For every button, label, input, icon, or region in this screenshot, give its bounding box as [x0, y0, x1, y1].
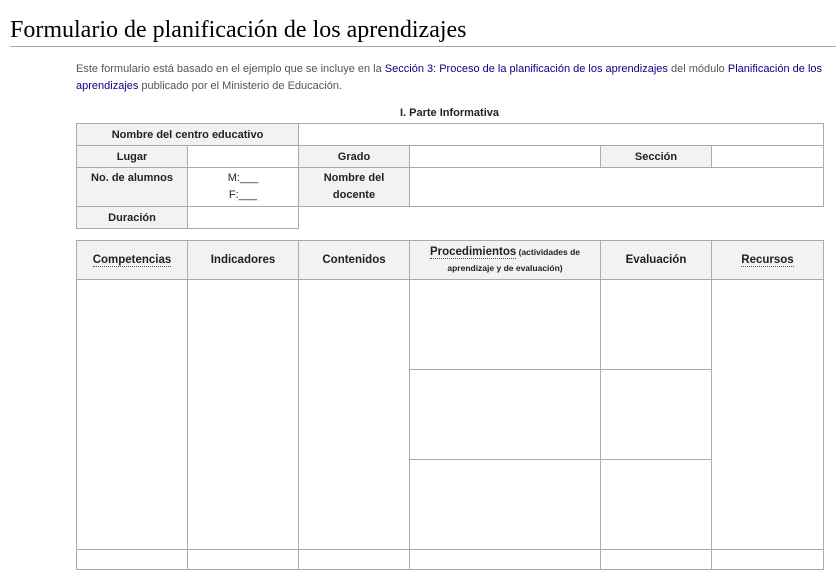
- centro-educativo-label: Nombre del centro educativo: [77, 124, 299, 146]
- page-title: Formulario de planificación de los aprendizajes: [10, 17, 467, 43]
- evaluacion-cell-next[interactable]: [601, 550, 712, 570]
- recursos-cell-next[interactable]: [712, 550, 824, 570]
- info-table-caption: I. Parte Informativa: [399, 107, 500, 119]
- procedimientos-cell-1[interactable]: [410, 280, 601, 370]
- contenidos-cell-next[interactable]: [299, 550, 410, 570]
- alumnos-f-line: F:___: [228, 189, 258, 201]
- title-divider: [10, 46, 836, 47]
- procedimientos-cell-2[interactable]: [410, 370, 601, 460]
- alumnos-m-line: M:___: [227, 172, 259, 184]
- evaluacion-cell-1[interactable]: [601, 280, 712, 370]
- duracion-value[interactable]: [188, 207, 299, 229]
- grado-label: Grado: [299, 146, 410, 168]
- empty-cell: [299, 207, 824, 229]
- seccion-value[interactable]: [712, 146, 824, 168]
- competencias-cell-next[interactable]: [77, 550, 188, 570]
- procedimientos-cell-next[interactable]: [410, 550, 601, 570]
- centro-educativo-value[interactable]: [299, 124, 824, 146]
- docente-label: [299, 168, 410, 207]
- indicadores-header: Indicadores: [188, 241, 299, 280]
- contenidos-cell[interactable]: [299, 280, 410, 550]
- competencias-cell[interactable]: [77, 280, 188, 550]
- seccion-label: Sección: [601, 146, 712, 168]
- indicadores-cell-next[interactable]: [188, 550, 299, 570]
- lugar-label: Lugar: [77, 146, 188, 168]
- procedimientos-note-2: aprendizaje y de evaluación): [447, 263, 563, 273]
- procedimientos-note-1: (actividades de: [516, 247, 581, 257]
- procedimientos-header-text: Procedimientos: [429, 246, 517, 258]
- intro-paragraph: [76, 61, 824, 95]
- evaluacion-cell-2[interactable]: [601, 370, 712, 460]
- planificacion-module-link[interactable]: Planificación de los aprendizajes: [76, 63, 823, 92]
- seccion-3-link[interactable]: Sección 3: Proceso de la planificación de los aprendizajes: [384, 63, 668, 75]
- recursos-header: [712, 241, 824, 280]
- docente-value[interactable]: [410, 168, 824, 207]
- planning-table: [76, 240, 824, 570]
- intro-text-before: Este formulario está basado en el ejemplo que se incluye en la: [76, 63, 385, 75]
- indicadores-cell[interactable]: [188, 280, 299, 550]
- intro-text-after: publicado por el Ministerio de Educación.: [138, 80, 342, 92]
- alumnos-count[interactable]: [188, 168, 299, 207]
- info-table: [76, 123, 824, 229]
- recursos-cell[interactable]: [712, 280, 824, 550]
- competencias-header: [77, 241, 188, 280]
- duracion-label: Duración: [77, 207, 188, 229]
- procedimientos-cell-3[interactable]: [410, 460, 601, 550]
- docente-label-line2: docente: [332, 189, 376, 201]
- competencias-header-text: Competencias: [92, 254, 172, 266]
- lugar-value[interactable]: [188, 146, 299, 168]
- evaluacion-header: Evaluación: [601, 241, 712, 280]
- contenidos-header: Contenidos: [299, 241, 410, 280]
- recursos-header-text: Recursos: [741, 254, 794, 266]
- evaluacion-cell-3[interactable]: [601, 460, 712, 550]
- docente-label-line1: Nombre del: [323, 172, 385, 184]
- procedimientos-header: [410, 241, 601, 280]
- intro-text-middle: del módulo: [667, 63, 728, 75]
- grado-value[interactable]: [410, 146, 601, 168]
- alumnos-label: No. de alumnos: [77, 168, 188, 207]
